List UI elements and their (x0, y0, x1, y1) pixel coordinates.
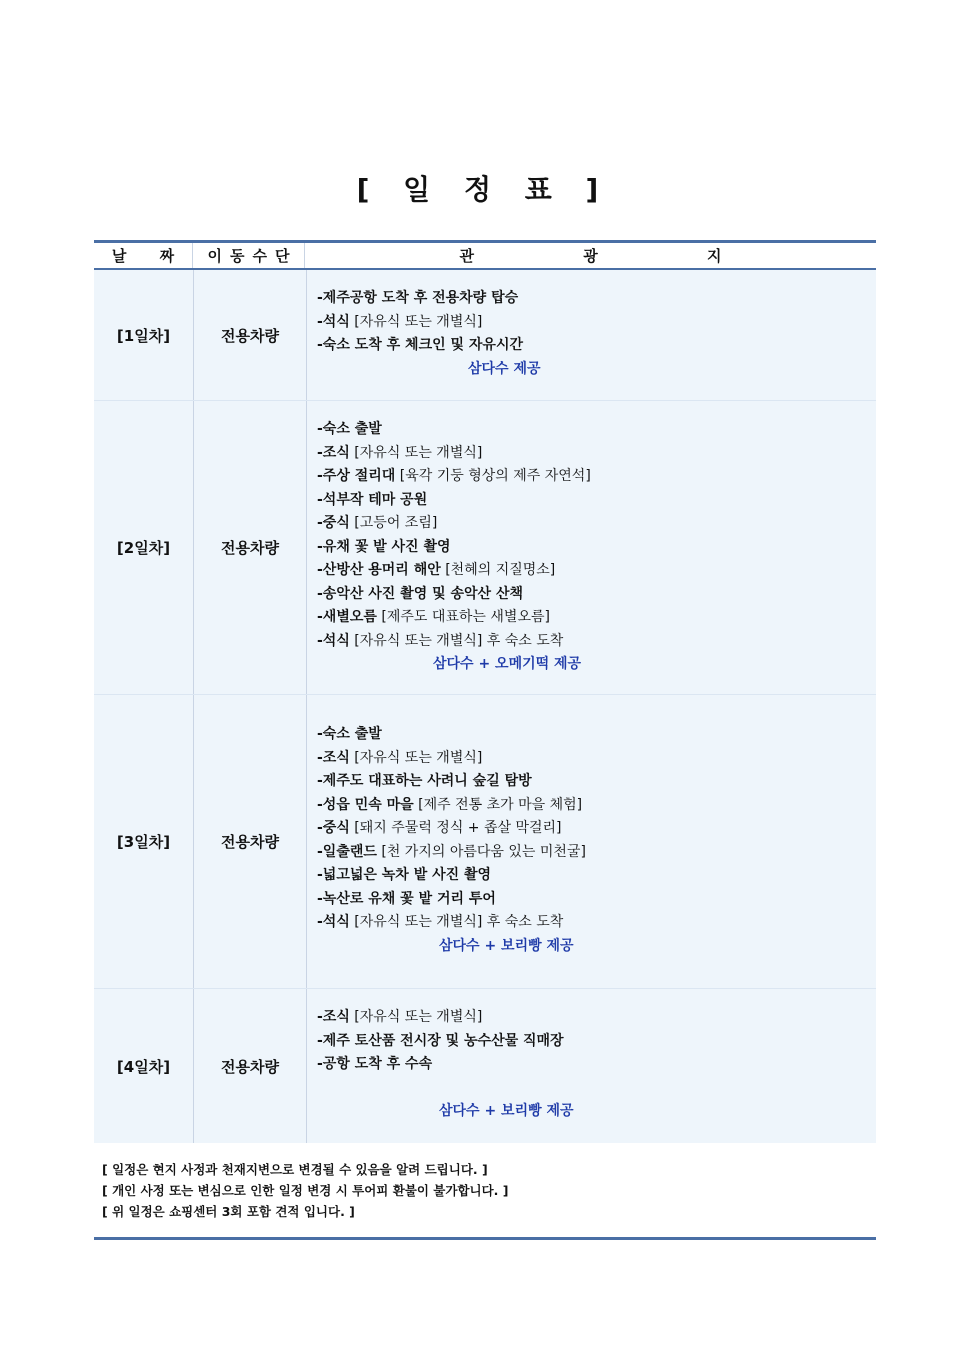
itinerary-item: -성읍 민속 마을 [제주 전통 초가 마을 체험] (317, 796, 583, 813)
day-label: [2일차] (94, 401, 194, 694)
day-row-2 (94, 401, 876, 695)
day-row-3 (94, 695, 876, 989)
day-row-4 (94, 989, 876, 1143)
transport-cell: 전용차량 (194, 401, 307, 694)
provided-items: 삼다수 제공 (468, 360, 541, 377)
day-label: [4일차] (94, 989, 194, 1143)
itinerary-item: -숙소 도착 후 체크인 및 자유시간 (317, 337, 523, 353)
notes-section (94, 1143, 876, 1240)
itinerary-item: -공항 도착 후 수속 (317, 1056, 433, 1072)
itinerary-item: -주상 절리대 [육각 기둥 형상의 제주 자연석] (317, 468, 591, 484)
itinerary-item: -송악산 사진 촬영 및 송악산 산책 (317, 585, 523, 602)
itinerary-item: -제주공항 도착 후 전용차량 탑승 (317, 290, 519, 306)
sights-cell (307, 270, 876, 400)
table-header (94, 240, 876, 270)
itinerary-item: -일출랜드 [천 가지의 아름다움 있는 미천굴] (317, 843, 586, 860)
itinerary-item: -중식 [고등어 조림] (317, 515, 438, 531)
itinerary-item: -새별오름 [제주도 대표하는 새별오름] (317, 609, 550, 625)
note-line: [ 일정은 현지 사정과 천재지변으로 변경될 수 있음을 알려 드립니다. ] (102, 1162, 488, 1177)
itinerary-item: -넓고넓은 녹차 밭 사진 촬영 (317, 867, 492, 883)
header-transport: 이동수단 (193, 243, 305, 268)
itinerary-item: -산방산 용머리 해안 [천혜의 지질명소] (317, 562, 556, 578)
sights-cell (307, 695, 876, 988)
itinerary-item: -중식 [돼지 주물럭 정식 + 좁살 막걸리] (317, 820, 562, 836)
itinerary-item: -숙소 출발 (317, 421, 382, 437)
transport-cell: 전용차량 (194, 270, 307, 400)
itinerary-item: -숙소 출발 (317, 726, 382, 742)
itinerary-item: -석식 [자유식 또는 개별식] 후 숙소 도착 (317, 914, 564, 930)
day-label: [1일차] (94, 270, 194, 400)
itinerary-item: -제주 토산품 전시장 및 농수산물 직매장 (317, 1032, 564, 1049)
itinerary-item: -조식 [자유식 또는 개별식] (317, 1009, 483, 1025)
header-sights: 관 광 지 (459, 247, 774, 265)
note-line: [ 위 일정은 쇼핑센터 3회 포함 견적 입니다. ] (102, 1204, 355, 1219)
itinerary-item: -석식 [자유식 또는 개별식] 후 숙소 도착 (317, 632, 564, 649)
itinerary-item: -녹산로 유채 꽃 밭 거리 투어 (317, 890, 496, 907)
transport-cell: 전용차량 (194, 695, 307, 988)
itinerary-item: -제주도 대표하는 사려니 숲길 탐방 (317, 773, 532, 789)
provided-items: 삼다수 + 보리빵 제공 (439, 1102, 574, 1119)
itinerary-item: -조식 [자유식 또는 개별식] (317, 444, 483, 461)
sights-cell (307, 989, 876, 1143)
itinerary-item: -조식 [자유식 또는 개별식] (317, 749, 483, 766)
transport-cell: 전용차량 (194, 989, 307, 1143)
header-date: 날 짜 (94, 243, 193, 268)
day-row-1 (94, 270, 876, 401)
note-line: [ 개인 사정 또는 변심으로 인한 일정 변경 시 투어피 환불이 불가합니다. ] (102, 1183, 509, 1198)
provided-items: 삼다수 + 오메기떡 제공 (433, 656, 582, 672)
day-label: [3일차] (94, 695, 194, 988)
itinerary-item: -석식 [자유식 또는 개별식] (317, 313, 483, 330)
sights-cell (307, 401, 876, 694)
provided-items: 삼다수 + 보리빵 제공 (439, 937, 574, 954)
page-title: [ 일 정 표 ] (356, 173, 611, 206)
itinerary-item: -유채 꽃 밭 사진 촬영 (317, 538, 451, 555)
itinerary-item: -석부작 테마 공원 (317, 491, 428, 508)
